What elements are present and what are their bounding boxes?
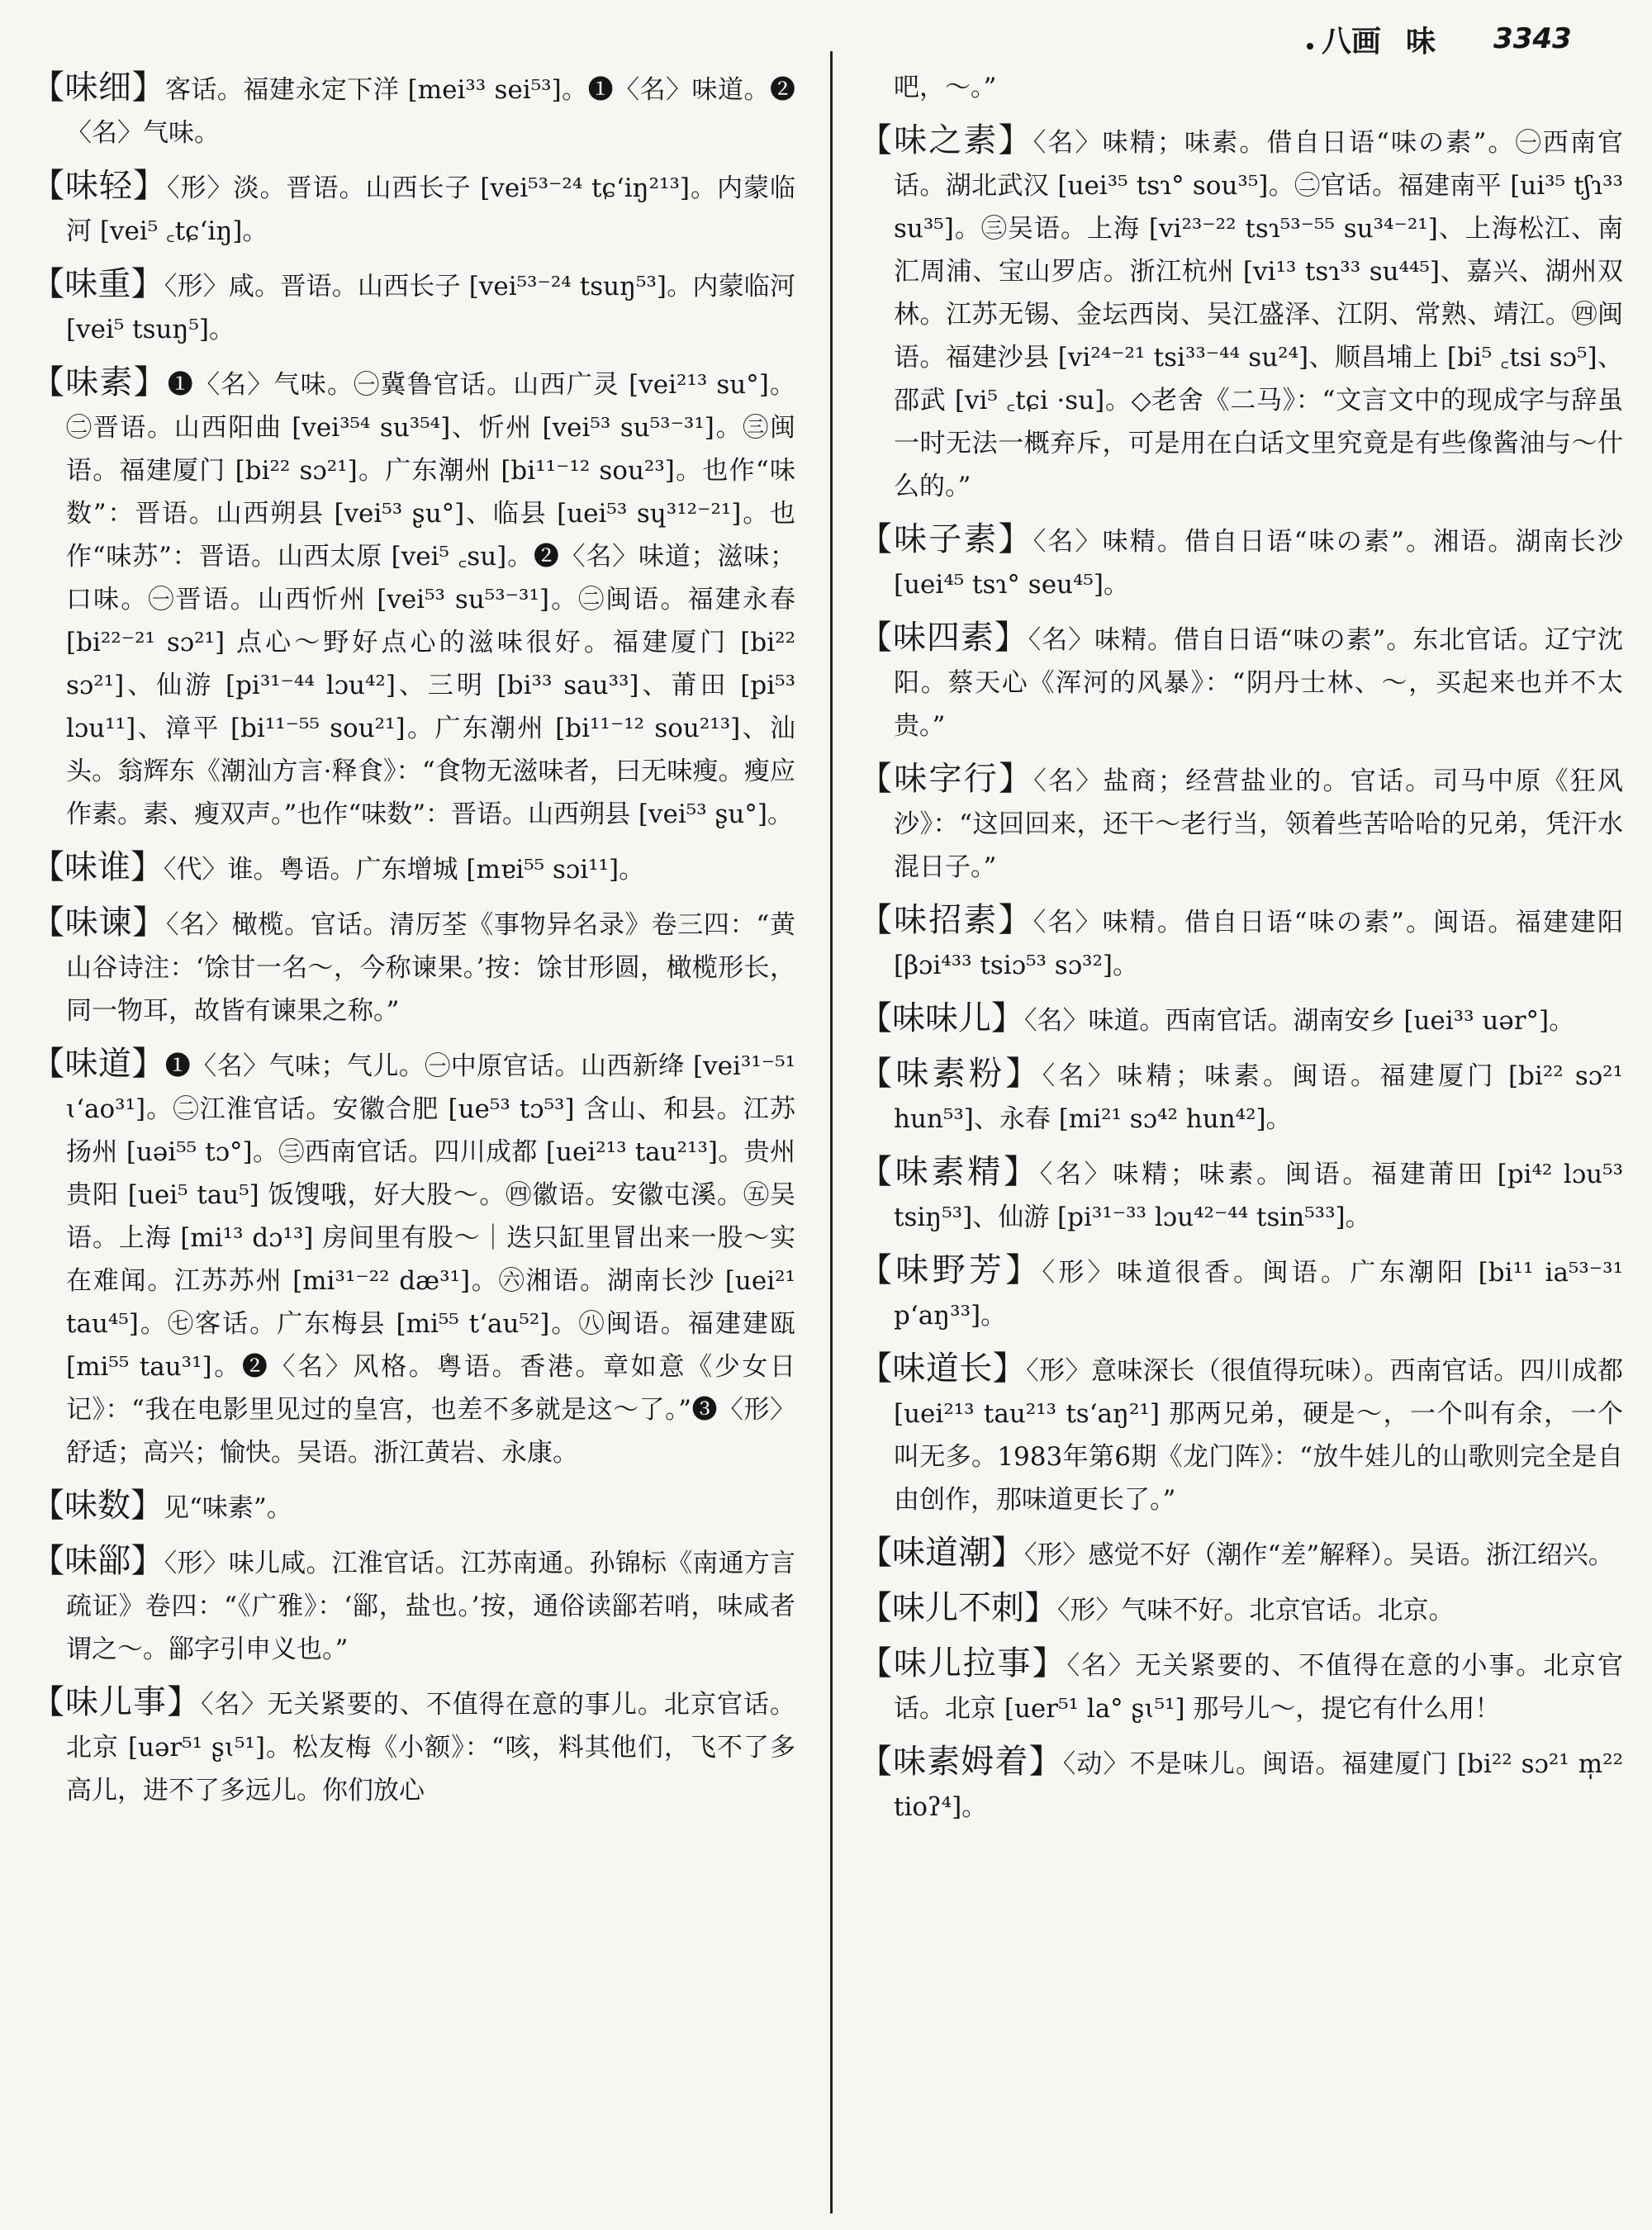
entry-headword: 【味重】 [31,265,164,303]
entry-definition: 〈名〉味精。借自日语“味の素”。东北官话。辽宁沈阳。蔡天心《浑河的风暴》：“阴丹士林、～，买起来也并不太贵。” [894,625,1624,741]
dictionary-entry [31,1681,795,1812]
entry-definition: 〈形〉淡。晋语。山西长子 [vei⁵³⁻²⁴ tɕʻiŋ²¹³]。内蒙临河 [vei⁵ ꜀tɕʻiŋ]。 [66,173,796,246]
entry-definition: 〈名〉味精；味素。借自日语“味の素”。㊀西南官话。湖北武汉 [uei³⁵ tsɿ° sou³⁵]。㊁官话。福建南平 [ui³⁵ tʃɿ³³ su³⁵]。㊂吴语。上海 [vi²³⁻²² tsɿ⁵³⁻⁵⁵ su³⁴⁻²¹]、上海松江、南汇周浦、宝山罗店。浙江杭州 [vi¹³ tsɿ³³ su⁴⁴⁵]、嘉兴、湖州双林。江苏无锡、金坛西岗、吴江盛泽、江阴、常熟、靖江。㊃闽语。福建沙县 [vi²⁴⁻²¹ tsi³³⁻⁴⁴ su²⁴]、顺昌埔上 [bi⁵ ꜀tsi sɔ⁵]、邵武 [vi⁵ ꜀tɕi ·su]。◇老舍《二马》：“文言文中的现成字与辞虽一时无法一概弃斥，可是用在白话文里究竟是有些像酱油与～什么的。” [894,128,1623,501]
entry-definition: 〈形〉咸。晋语。山西长子 [vei⁵³⁻²⁴ tsuŋ⁵³]。内蒙临河 [vei⁵ tsuŋ⁵]。 [66,272,795,344]
entry-headword: 【味䣎】 [31,1542,164,1580]
dictionary-entry [859,899,1623,987]
entry-definition: 〈形〉味道很香。闽语。广东潮阳 [bi¹¹ ia⁵³⁻³¹ pʻaŋ³³]。 [894,1258,1624,1331]
header-character: 味 [1406,23,1436,59]
dictionary-entry [859,1531,1623,1577]
entry-definition: 〈形〉意味深长（很值得玩味）。西南官话。四川成都 [uei²¹³ tau²¹³ tsʻaŋ²¹] 那两兄弟，硬是～，一个叫有余，一个叫无多。1983年第6期《龙门阵》：“放牛娃儿的山歌则完全是自由创作，那味道更长了。” [894,1356,1624,1515]
dictionary-entry [31,1540,795,1671]
dictionary-entry [859,119,1623,508]
dictionary-entry [859,757,1623,889]
entry-headword: 【味素】 [31,363,168,401]
entry-definition: 见“味素”。 [164,1493,292,1523]
dictionary-entry [31,66,795,154]
dictionary-entry [859,997,1623,1042]
entry-headword: 【味道潮】 [859,1534,1024,1572]
entry-definition: 吧，～。” [894,73,997,102]
entry-headword: 【味道长】 [859,1350,1027,1388]
entry-headword: 【味野芳】 [859,1251,1042,1289]
dictionary-entry [859,1642,1623,1730]
entry-headword: 【味数】 [31,1487,164,1525]
header-dot-mark [1307,43,1313,50]
entry-headword: 【味道】 [31,1045,165,1083]
dictionary-entry [859,1249,1623,1337]
entry-definition: 〈名〉味精。借自日语“味の素”。湘语。湖南长沙 [uei⁴⁵ tsɿ° seu⁴⁵]。 [894,527,1623,600]
entry-definition: 客话。福建永定下洋 [mei³³ sei⁵³]。❶〈名〉味道。❷〈名〉气味。 [66,75,796,148]
entry-definition: 〈名〉味道。西南官话。湖南安乡 [uei³³ uər°]。 [1024,1006,1575,1036]
left-column [31,66,795,1822]
entry-definition: 〈名〉橄榄。官话。清厉荃《事物异名录》卷三四：“黄山谷诗注：‘馀甘一名～，今称谏果。’按：馀甘形圆，橄榄形长，同一物耳，故皆有谏果之称。” [66,910,795,1026]
dictionary-entry [31,263,795,351]
dictionary-entry [859,1740,1623,1829]
entry-headword: 【味素粉】 [859,1055,1042,1093]
entry-definition: 〈名〉味精；味素。闽语。福建厦门 [bi²² sɔ²¹ hun⁵³]、永春 [mi²¹ sɔ⁴² hun⁴²]。 [894,1061,1623,1134]
dictionary-entry [859,1052,1623,1141]
entry-definition: 〈名〉无关紧要的、不值得在意的事儿。北京官话。北京 [uər⁵¹ ʂɩ⁵¹]。松友梅《小额》：“咳，料其他们，飞不了多高儿，进不了多远儿。你们放心 [66,1690,795,1805]
entry-definition: ❶〈名〉气味；气儿。㊀中原官话。山西新绛 [vei³¹⁻⁵¹ ɩʻao³¹]。㊁江淮官话。安徽合肥 [ue⁵³ tɔ⁵³] 含山、和县。江苏扬州 [uəi⁵⁵ tɔ°]。㊂西南官话。四川成都 [uei²¹³ tau²¹³]。贵州贵阳 [uei⁵ tau⁵] 饭馊哦，好大股～。㊃徽语。安徽屯溪。㊄吴语。上海 [mi¹³ dɔ¹³] 房间里有股～｜迭只缸里冒出来一股～实在难闻。江苏苏州 [mi³¹⁻²² dæ³¹]。㊅湘语。湖南长沙 [uei²¹ tau⁴⁵]。㊆客话。广东梅县 [mi⁵⁵ tʻau⁵²]。㊇闽语。福建建瓯 [mi⁵⁵ tau³¹]。❷〈名〉风格。粤语。香港。章如意《少女日记》：“我在电影里见过的皇宫，也差不多就是这～了。”❸〈形〉舒适；高兴；愉快。吴语。浙江黄岩、永康。 [66,1051,795,1468]
entry-headword: 【味素精】 [859,1153,1040,1191]
right-column [859,66,1623,1839]
dictionary-entry [859,518,1623,606]
dictionary-entry [31,846,795,891]
column-divider [830,51,833,2213]
dictionary-entry [859,1587,1623,1632]
entry-headword: 【味儿事】 [31,1683,202,1721]
dictionary-entry [31,1042,795,1474]
entry-headword: 【味谁】 [31,848,164,886]
dictionary-entry [31,901,795,1032]
dictionary-entry [859,616,1623,747]
entry-definition: 〈名〉盐商；经营盐业的。官话。司马中原《狂风沙》：“这回回来，还干～老行当，领着些苦哈哈的兄弟，凭汗水混日子。” [894,766,1623,882]
entry-definition: 〈形〉感觉不好（潮作“差”解释）。吴语。浙江绍兴。 [1024,1540,1614,1570]
entry-definition: 〈形〉气味不好。北京官话。北京。 [1057,1596,1455,1625]
entry-definition: ❶〈名〉气味。㊀冀鲁官话。山西广灵 [vei²¹³ su°]。㊁晋语。山西阳曲 [vei³⁵⁴ su³⁵⁴]、忻州 [vei⁵³ su⁵³⁻³¹]。㊂闽语。福建厦门 [bi²² sɔ²¹]。广东潮州 [bi¹¹⁻¹² sou²³]。也作“味数”：晋语。山西朔县 [vei⁵³ ʂu°]、临县 [uei⁵³ sɥ³¹²⁻²¹]。也作“味苏”：晋语。山西太原 [vei⁵ ꜀su]。❷〈名〉味道；滋味；口味。㊀晋语。山西忻州 [vei⁵³ su⁵³⁻³¹]。㊁闽语。福建永春 [bi²²⁻²¹ sɔ²¹] 点心～野好点心的滋味很好。福建厦门 [bi²² sɔ²¹]、仙游 [pi³¹⁻⁴⁴ lɔu⁴²]、三明 [bi³³ sau³³]、莆田 [pi⁵³ lɔu¹¹]、漳平 [bi¹¹⁻⁵⁵ sou²¹]。广东潮州 [bi¹¹⁻¹² sou²¹³]、汕头。翁辉东《潮汕方言·释食》：“食物无滋味者，曰无味瘦。瘦应作素。素、瘦双声。”也作“味数”：晋语。山西朔县 [vei⁵³ ʂu°]。 [66,370,795,829]
entry-headword: 【味儿拉事】 [859,1644,1067,1682]
entry-definition: 〈动〉不是味儿。闽语。福建厦门 [bi²² sɔ²¹ m̩²² tioʔ⁴]。 [894,1749,1623,1822]
entry-definition: 〈代〉谁。粤语。广东增城 [mɐi⁵⁵ sɔi¹¹]。 [164,855,645,885]
entry-definition: 〈名〉味精；味素。闽语。福建莆田 [pi⁴² lɔu⁵³ tsiŋ⁵³]、仙游 [pi³¹⁻³³ lɔu⁴²⁻⁴⁴ tsin⁵³³]。 [894,1160,1624,1232]
entry-headword: 【味轻】 [31,167,167,205]
page-number: 3343 [1493,22,1572,55]
entry-headword: 【味字行】 [859,760,1034,798]
entry-headword: 【味味儿】 [859,999,1024,1037]
entry-headword: 【味细】 [31,69,165,107]
dictionary-entry [31,1484,795,1530]
entry-headword: 【味之素】 [859,121,1033,159]
header-section: 八画 [1322,23,1382,59]
dictionary-entry [31,164,795,253]
dictionary-entry [859,1347,1623,1521]
entry-headword: 【味子素】 [859,520,1033,558]
dictionary-entry [859,66,1623,109]
entry-headword: 【味儿不刺】 [859,1589,1057,1627]
entry-definition: 〈形〉味儿咸。江淮官话。江苏南通。孙锦标《南通方言疏证》卷四：“《广雅》：‘䣎，盐也。’按，通俗读䣎若哨，味咸者谓之～。䣎字引申义也。” [66,1549,796,1664]
entry-headword: 【味谏】 [31,904,166,942]
running-header [1322,18,1602,59]
entry-definition: 〈名〉无关紧要的、不值得在意的小事。北京官话。北京 [uer⁵¹ la° ʂɩ⁵¹] 那号儿～，提它有什么用！ [894,1651,1624,1724]
dictionary-entry [859,1151,1623,1239]
entry-definition: 〈名〉味精。借自日语“味の素”。闽语。福建建阳 [βɔi⁴³³ tsiɔ⁵³ sɔ³²]。 [894,908,1623,980]
entry-headword: 【味招素】 [859,901,1033,939]
entry-headword: 【味素姆着】 [859,1743,1063,1781]
entry-headword: 【味四素】 [859,619,1028,657]
dictionary-entry [31,361,795,836]
